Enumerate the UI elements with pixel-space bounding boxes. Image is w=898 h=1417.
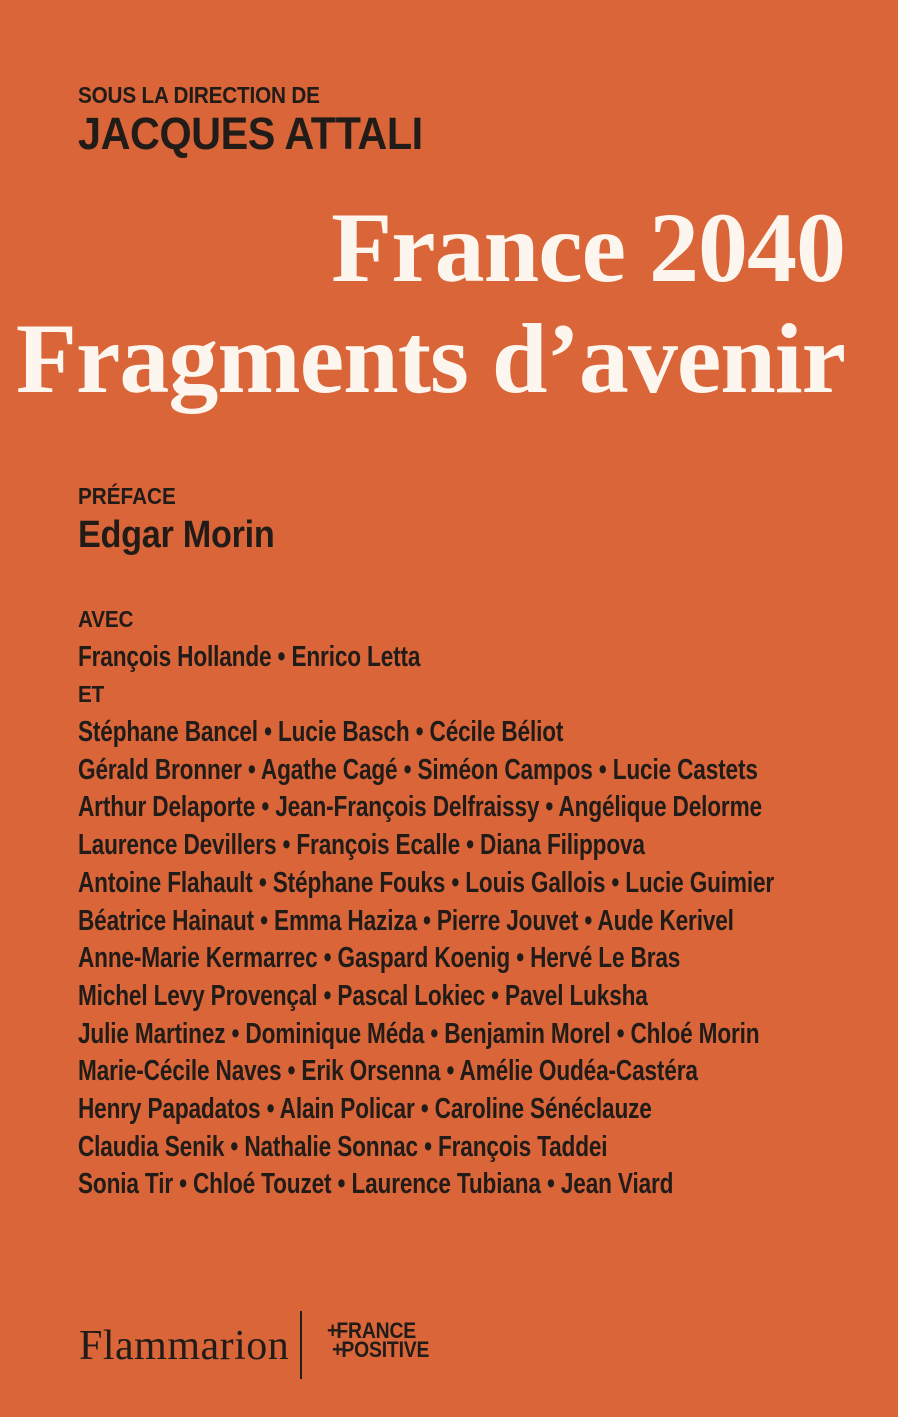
contributors-line: Sonia Tir • Chloé Touzet • Laurence Tubiana • Jean Viard	[78, 1168, 674, 1201]
france-positive-logo	[327, 1318, 443, 1362]
contributors-line: Gérald Bronner • Agathe Cagé • Siméon Campos • Lucie Castets	[78, 753, 758, 786]
director-name: JACQUES ATTALI	[78, 108, 423, 159]
with-label: AVEC	[78, 606, 134, 632]
contributors-line: Arthur Delaporte • Jean-François Delfraissy • Angélique Delorme	[78, 791, 762, 824]
and-label: ET	[78, 681, 105, 708]
with-names: François Hollande • Enrico Letta	[78, 640, 421, 673]
preface-block	[78, 483, 296, 557]
direction-block	[78, 82, 453, 157]
contributors-line: Claudia Senik • Nathalie Sonnac • François Taddei	[78, 1130, 608, 1163]
footer-divider	[300, 1311, 302, 1379]
contributors-line: Anne-Marie Kermarrec • Gaspard Koenig • Hervé Le Bras	[78, 942, 681, 975]
partner-word-positive: POSITIVE	[341, 1336, 430, 1362]
contributors-line: Michel Levy Provençal • Pascal Lokiec • Pavel Luksha	[78, 979, 648, 1012]
direction-label: SOUS LA DIRECTION DE	[78, 82, 320, 108]
contributors-line: Laurence Devillers • François Ecalle • Diana Filippova	[78, 829, 645, 862]
plus-icon: +	[327, 1318, 339, 1343]
book-title	[16, 192, 845, 414]
flammarion-logo: Flammarion	[79, 1323, 290, 1369]
contributors-line: Stéphane Bancel • Lucie Basch • Cécile Béliot	[78, 716, 564, 749]
title-line-1: France 2040	[331, 192, 845, 303]
france-positive-line-2	[332, 1336, 430, 1362]
contributors-line: Henry Papadatos • Alain Policar • Caroline Sénéclauze	[78, 1092, 652, 1125]
plus-icon: +	[332, 1336, 344, 1362]
preface-author: Edgar Morin	[78, 514, 275, 556]
partner-word-france: FRANCE	[336, 1318, 416, 1343]
contributors-line: Julie Martinez • Dominique Méda • Benjamin Morel • Chloé Morin	[78, 1017, 760, 1050]
contributors-line: Marie-Cécile Naves • Erik Orsenna • Amélie Oudéa-Castéra	[78, 1055, 698, 1088]
contributors-block	[78, 601, 898, 1204]
contributors-line: Béatrice Hainaut • Emma Haziza • Pierre Jouvet • Aude Kerivel	[78, 904, 734, 937]
title-line-2: Fragments d’avenir	[15, 303, 845, 414]
preface-label: PRÉFACE	[78, 483, 176, 509]
contributors-line: Antoine Flahault • Stéphane Fouks • Louis Gallois • Lucie Guimier	[78, 866, 775, 899]
